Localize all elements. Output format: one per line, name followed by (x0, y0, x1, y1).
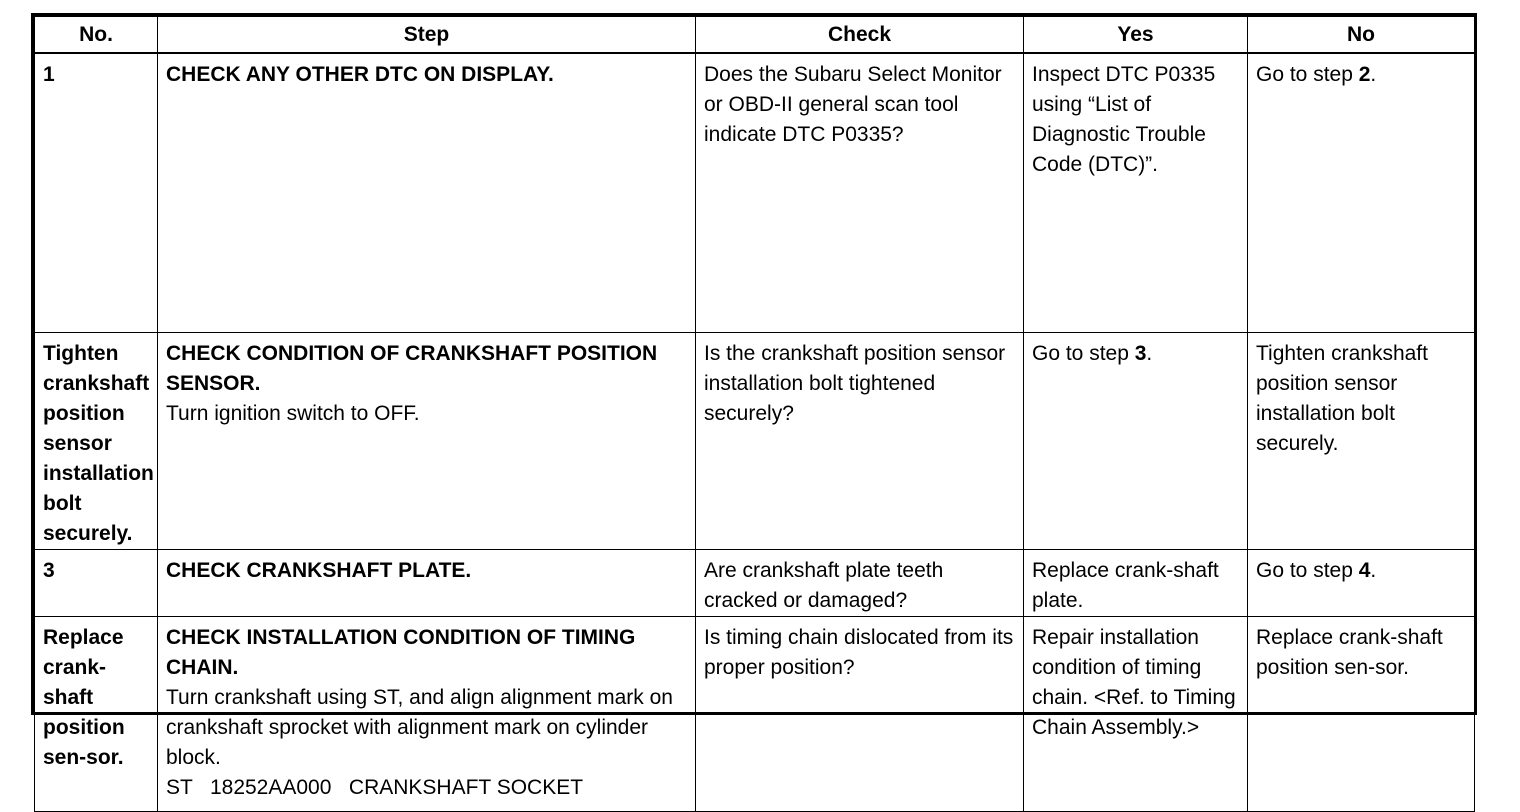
row-number: Replace crank-shaft position sen-sor. (35, 617, 158, 812)
step-body: Turn crankshaft using ST, and align alignment mark on crankshaft sprocket with alignment mark on cylinder block. (166, 686, 673, 769)
check-cell: Are crankshaft plate teeth cracked or damaged? (696, 550, 1024, 617)
header-check: Check (696, 17, 1024, 54)
step-cell (158, 53, 696, 333)
step-title: CHECK INSTALLATION CONDITION OF TIMING CHAIN. (166, 626, 636, 679)
step-reference: 4 (1358, 559, 1371, 582)
diagnostic-table-frame (31, 13, 1477, 799)
diagnostic-table (34, 16, 1475, 812)
yes-cell: Repair installation condition of timing chain. <Ref. to Timing Chain Assembly.> (1024, 617, 1248, 812)
check-cell: Is timing chain dislocated from its proper position? (696, 617, 1024, 812)
table-row (35, 333, 1475, 550)
row-number: Tighten crankshaft position sensor installation bolt securely. (35, 333, 158, 550)
table-row (35, 617, 1475, 812)
step-title: CHECK CRANKSHAFT PLATE. (166, 559, 472, 582)
step-cell (158, 617, 696, 812)
header-row (35, 17, 1475, 54)
header-yes: Yes (1024, 17, 1248, 54)
step-reference: 2 (1358, 63, 1371, 86)
check-cell: Is the crankshaft position sensor installation bolt tightened securely? (696, 333, 1024, 550)
check-cell: Does the Subaru Select Monitor or OBD-II general scan tool indicate DTC P0335? (696, 53, 1024, 333)
step-cell (158, 333, 696, 550)
yes-cell (1024, 333, 1248, 550)
no-cell (1248, 53, 1475, 333)
step-title: CHECK ANY OTHER DTC ON DISPLAY. (166, 63, 554, 86)
yes-text: Go to step (1032, 342, 1135, 365)
no-cell: Tighten crankshaft position sensor installation bolt securely. (1248, 333, 1475, 550)
no-suffix: . (1370, 63, 1377, 86)
row-number: 1 (35, 53, 158, 333)
yes-cell: Inspect DTC P0335 using “List of Diagnostic Trouble Code (DTC)”. (1024, 53, 1248, 333)
step-cell (158, 550, 696, 617)
no-cell (1248, 550, 1475, 617)
no-cell: Replace crank-shaft position sen-sor. (1248, 617, 1475, 812)
step-title: CHECK CONDITION OF CRANKSHAFT POSITION SENSOR. (166, 342, 658, 395)
table-row (35, 550, 1475, 617)
no-text: Go to step (1256, 559, 1359, 582)
no-suffix: . (1370, 559, 1377, 582)
table-row (35, 53, 1475, 333)
step-body: Turn ignition switch to OFF. (166, 402, 420, 425)
header-step: Step (158, 17, 696, 54)
header-no-result: No (1248, 17, 1475, 54)
yes-suffix: . (1146, 342, 1153, 365)
no-text: Go to step (1256, 63, 1359, 86)
header-no: No. (35, 17, 158, 54)
row-number: 3 (35, 550, 158, 617)
yes-cell: Replace crank-shaft plate. (1024, 550, 1248, 617)
special-tool-line: ST 18252AA000 CRANKSHAFT SOCKET (166, 776, 584, 799)
step-reference: 3 (1134, 342, 1147, 365)
